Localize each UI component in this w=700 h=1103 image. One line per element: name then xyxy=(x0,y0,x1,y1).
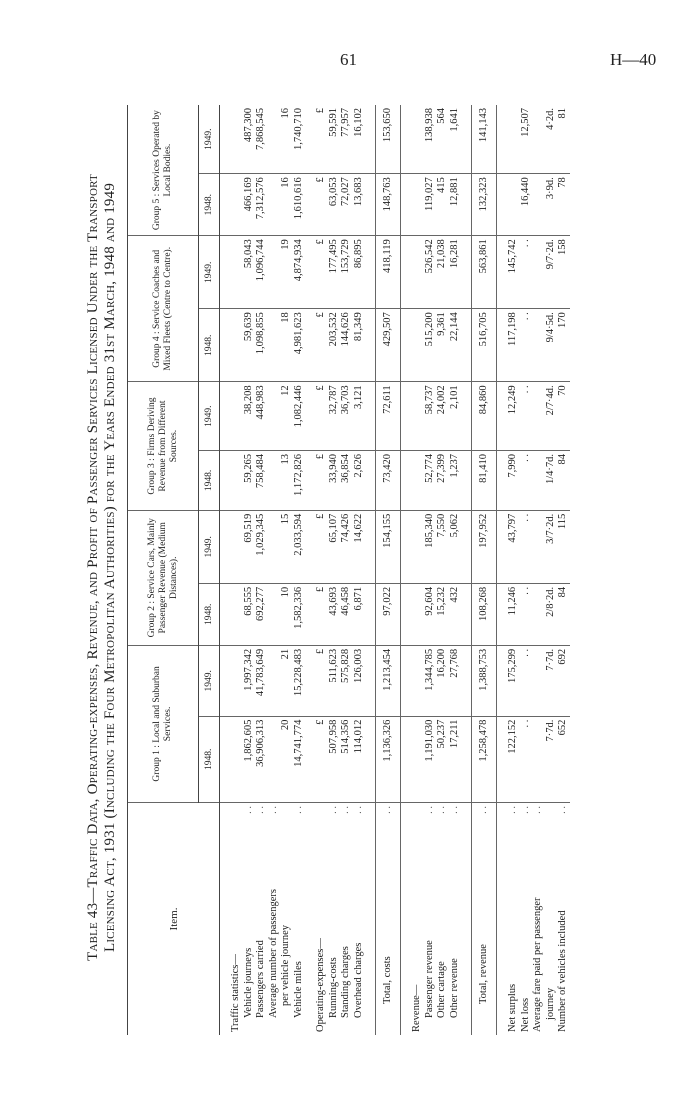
table-cell: 12 xyxy=(268,382,293,451)
table-cell: 1,740,710 xyxy=(293,105,306,174)
row-label-text: Total, revenue xyxy=(477,944,489,1004)
table-cell: 203,532 xyxy=(328,309,341,382)
table-cell: 12,881 xyxy=(449,174,462,236)
table-cell: 15 xyxy=(268,510,293,583)
table-cell: 7,312,576 xyxy=(255,174,268,236)
section-traffic-row xyxy=(230,105,243,1035)
rotated-table-block xyxy=(85,100,645,1035)
table-cell: 145,742 xyxy=(507,236,520,309)
table-row xyxy=(532,105,557,1035)
pound-sign: £ xyxy=(315,510,328,583)
table-cell: 16,102 xyxy=(353,105,366,174)
leader-dots: . . xyxy=(436,806,447,814)
leader-dots: . . xyxy=(557,806,568,814)
table-cell: 1,136,326 xyxy=(376,716,401,802)
leader-dots: . . xyxy=(255,806,266,814)
table-cell: 119,027 xyxy=(424,174,437,236)
table-cell: 59,591 xyxy=(328,105,341,174)
table-row xyxy=(268,105,293,1035)
table-cell: 1,191,030 xyxy=(424,716,437,802)
row-label xyxy=(340,803,353,1035)
pound-sign: £ xyxy=(315,382,328,451)
table-cell: 97,022 xyxy=(376,583,401,645)
leader-dots: . . xyxy=(242,806,254,814)
table-cell: 14,741,774 xyxy=(293,716,306,802)
table-cell: 72,027 xyxy=(340,174,353,236)
table-cell: 72,611 xyxy=(376,382,401,451)
table-cell: 43,693 xyxy=(328,583,341,645)
row-label xyxy=(376,803,401,1035)
table-cell: 16,440 xyxy=(520,174,533,236)
section-heading: Operating-expenses— xyxy=(315,938,326,1032)
leader-dots: . . xyxy=(507,806,518,814)
table-cell: 12,507 xyxy=(520,105,533,174)
year-header: 1948. xyxy=(199,309,220,382)
row-label xyxy=(557,803,570,1035)
table-cell: 18 xyxy=(268,309,293,382)
table-cell: 148,763 xyxy=(376,174,401,236)
row-label xyxy=(243,803,256,1035)
row-label-text: Standing charges xyxy=(340,946,351,1018)
table-cell: 65,107 xyxy=(328,510,341,583)
table-cell: 1,997,342 xyxy=(243,645,256,716)
row-label xyxy=(353,803,366,1035)
table-cell: 526,542 xyxy=(424,236,437,309)
table-cell: . . xyxy=(520,309,533,382)
table-cell: 3/7·2d. xyxy=(532,510,557,583)
table-cell: 9,361 xyxy=(436,309,449,382)
table-row xyxy=(243,105,256,1035)
table-cell: 20 xyxy=(268,716,293,802)
total-costs-row xyxy=(376,105,401,1035)
table-cell: 418,119 xyxy=(376,236,401,309)
table-cell: 36,906,313 xyxy=(255,716,268,802)
row-label-text: Number of vehicles included xyxy=(557,910,568,1032)
pound-sign: £ xyxy=(315,450,328,510)
table-cell: 1,098,855 xyxy=(255,309,268,382)
row-label xyxy=(472,803,497,1035)
table-cell: 5,062 xyxy=(449,510,462,583)
table-cell: 69,519 xyxy=(243,510,256,583)
leader-dots: . . xyxy=(352,806,364,814)
group-1-header: Group 1 : Local and Suburban Services. xyxy=(128,645,199,802)
group-3-header: Group 3 : Firms Deriving Revenue from Different Sources. xyxy=(128,382,199,510)
leader-dots: . . xyxy=(423,806,435,814)
table-cell: 175,299 xyxy=(507,645,520,716)
item-header: Item. xyxy=(128,803,220,1035)
row-label xyxy=(424,803,437,1035)
table-cell: 36,854 xyxy=(340,450,353,510)
pound-sign: £ xyxy=(315,309,328,382)
table-cell: 4,874,934 xyxy=(293,236,306,309)
row-label xyxy=(328,803,341,1035)
table-cell: 22,144 xyxy=(449,309,462,382)
table-cell: 17,211 xyxy=(449,716,462,802)
table-cell: 487,300 xyxy=(243,105,256,174)
year-header: 1949. xyxy=(199,236,220,309)
year-header: 1949. xyxy=(199,645,220,716)
table-cell: 21 xyxy=(268,645,293,716)
page-reference: H—40 xyxy=(610,50,657,69)
year-header: 1948. xyxy=(199,583,220,645)
row-label-text: Other cartage xyxy=(436,961,447,1018)
table-cell: 197,952 xyxy=(472,510,497,583)
table-cell: 9/7·2d. xyxy=(532,236,557,309)
table-cell: 158 xyxy=(557,236,570,309)
table-cell: 16 xyxy=(268,174,293,236)
table-cell: 1,610,616 xyxy=(293,174,306,236)
table-cell: 154,155 xyxy=(376,510,401,583)
table-cell: 2,101 xyxy=(449,382,462,451)
pound-sign: £ xyxy=(315,716,328,802)
table-cell: 24,002 xyxy=(436,382,449,451)
section-operating-row xyxy=(315,105,328,1035)
table-cell: 153,729 xyxy=(340,236,353,309)
table-cell: 7·7d. xyxy=(532,645,557,716)
table-cell: 575,828 xyxy=(340,645,353,716)
row-label-text: Average fare paid per passenger xyxy=(532,897,543,1032)
table-cell: 10 xyxy=(268,583,293,645)
table-cell: 2/8·2d. xyxy=(532,583,557,645)
row-label-text: Vehicle journeys xyxy=(242,947,254,1018)
table-cell: 429,507 xyxy=(376,309,401,382)
leader-dots: . . xyxy=(448,806,460,814)
table-cell: 16,200 xyxy=(436,645,449,716)
table-cell: 59,639 xyxy=(243,309,256,382)
table-cell: 1,344,785 xyxy=(424,645,437,716)
table-cell: 6,871 xyxy=(353,583,366,645)
table-cell: 3,121 xyxy=(353,382,366,451)
table-cell: 1,237 xyxy=(449,450,462,510)
row-label-text: Passenger revenue xyxy=(423,940,435,1018)
table-cell: 4,981,623 xyxy=(293,309,306,382)
table-cell: 138,938 xyxy=(424,105,437,174)
table-cell: 122,152 xyxy=(507,716,520,802)
total-revenue-row xyxy=(472,105,497,1035)
pound-sign: £ xyxy=(315,174,328,236)
row-label xyxy=(520,803,533,1035)
table-cell: 1,258,478 xyxy=(472,716,497,802)
pound-sign: £ xyxy=(315,583,328,645)
table-cell: 11,246 xyxy=(507,583,520,645)
table-row xyxy=(436,105,449,1035)
row-label xyxy=(268,803,293,1035)
table-cell: 27,768 xyxy=(449,645,462,716)
table-cell: 185,340 xyxy=(424,510,437,583)
table-cell: 33,940 xyxy=(328,450,341,510)
table-cell: 141,143 xyxy=(472,105,497,174)
table-cell: 114,012 xyxy=(353,716,366,802)
table-cell: 13,683 xyxy=(353,174,366,236)
table-cell: 27,399 xyxy=(436,450,449,510)
table-cell xyxy=(507,174,520,236)
table-cell: 153,650 xyxy=(376,105,401,174)
table-cell: 2/7·4d. xyxy=(532,382,557,451)
row-label-text: Running-costs xyxy=(327,957,339,1018)
row-label xyxy=(449,803,462,1035)
table-cell: . . xyxy=(520,716,533,802)
table-cell: 92,604 xyxy=(424,583,437,645)
year-header: 1949. xyxy=(199,105,220,174)
leader-dots: . . xyxy=(292,806,304,814)
section-revenue-row xyxy=(411,105,424,1035)
pound-sign: £ xyxy=(315,645,328,716)
table-cell: 50,237 xyxy=(436,716,449,802)
group-4-header: Group 4 : Service Coaches and Mixed Fleets (Centre to Centre). xyxy=(128,236,199,382)
table-cell: 652 xyxy=(557,716,570,802)
table-cell: . . xyxy=(520,645,533,716)
table-cell: 59,265 xyxy=(243,450,256,510)
row-label-text: Average number of passengers xyxy=(267,889,279,1018)
table-cell: 12,249 xyxy=(507,382,520,451)
table-row xyxy=(255,105,268,1035)
table-cell: 1,213,454 xyxy=(376,645,401,716)
table-cell: 38,208 xyxy=(243,382,256,451)
row-label xyxy=(255,803,268,1035)
table-cell: 507,958 xyxy=(328,716,341,802)
row-label xyxy=(532,803,557,1035)
page-number: 61 xyxy=(340,50,357,69)
section-heading: Traffic statistics— xyxy=(230,954,241,1032)
leader-dots: . . xyxy=(381,806,393,814)
table-cell: 58,043 xyxy=(243,236,256,309)
table-cell: 63,053 xyxy=(328,174,341,236)
table-cell: 52,774 xyxy=(424,450,437,510)
table-row xyxy=(449,105,462,1035)
year-header: 1949. xyxy=(199,510,220,583)
pound-sign: £ xyxy=(315,236,328,309)
table-cell: 1,641 xyxy=(449,105,462,174)
table-cell: 7·7d. xyxy=(532,716,557,802)
section-heading: Revenue— xyxy=(411,984,422,1032)
table-cell: 115 xyxy=(557,510,570,583)
group-header-row xyxy=(128,105,199,1035)
table-cell xyxy=(507,105,520,174)
table-cell: 19 xyxy=(268,236,293,309)
table-cell: 7,868,545 xyxy=(255,105,268,174)
row-label-text: Other revenue xyxy=(448,958,460,1018)
table-cell: . . xyxy=(520,510,533,583)
table-row xyxy=(507,105,520,1035)
table-cell: 177,495 xyxy=(328,236,341,309)
leader-dots: . . xyxy=(327,806,339,814)
row-label xyxy=(436,803,449,1035)
group-5-header: Group 5 : Services Operated by Local Bodies. xyxy=(128,105,199,236)
table-cell: 466,169 xyxy=(243,174,256,236)
table-cell: 1,029,345 xyxy=(255,510,268,583)
table-cell: 516,705 xyxy=(472,309,497,382)
table-row xyxy=(340,105,353,1035)
table-cell: 1,388,753 xyxy=(472,645,497,716)
table-cell: 7,990 xyxy=(507,450,520,510)
year-header: 1948. xyxy=(199,716,220,802)
table-cell: 58,737 xyxy=(424,382,437,451)
table-cell: 1,096,744 xyxy=(255,236,268,309)
table-cell: 15,228,483 xyxy=(293,645,306,716)
table-cell: 74,426 xyxy=(340,510,353,583)
table-cell: 81 xyxy=(557,105,570,174)
row-label-continuation: per vehicle journey xyxy=(280,924,291,1006)
table-cell: 68,555 xyxy=(243,583,256,645)
table-cell: 132,323 xyxy=(472,174,497,236)
leader-dots: . . xyxy=(519,806,531,814)
table-cell: 1,082,446 xyxy=(293,382,306,451)
leader-dots: . . xyxy=(340,806,351,814)
table-cell: 692,277 xyxy=(255,583,268,645)
table-row xyxy=(293,105,306,1035)
table-cell: 514,356 xyxy=(340,716,353,802)
table-cell: 415 xyxy=(436,174,449,236)
table-cell: 2,033,594 xyxy=(293,510,306,583)
table-cell: 41,783,649 xyxy=(255,645,268,716)
table-row xyxy=(353,105,366,1035)
table-cell: 692 xyxy=(557,645,570,716)
table-cell: 170 xyxy=(557,309,570,382)
table-cell: 7,550 xyxy=(436,510,449,583)
table-cell: 81,410 xyxy=(472,450,497,510)
table-cell: 432 xyxy=(449,583,462,645)
table-cell: 511,623 xyxy=(328,645,341,716)
row-label-text: Net surplus xyxy=(507,983,518,1032)
table-cell: 117,198 xyxy=(507,309,520,382)
leader-dots: . . xyxy=(477,806,489,814)
table-cell: 1,862,605 xyxy=(243,716,256,802)
group-2-header: Group 2 : Service Cars, Mainly Passenger Revenue (Medium Distances). xyxy=(128,510,199,645)
row-label xyxy=(507,803,520,1035)
table-cell: 126,003 xyxy=(353,645,366,716)
table-cell: 4·2d. xyxy=(532,105,557,174)
table-row xyxy=(328,105,341,1035)
row-label-text: Passengers carried xyxy=(255,940,266,1018)
table-row xyxy=(424,105,437,1035)
table-cell: 16 xyxy=(268,105,293,174)
table-row xyxy=(520,105,533,1035)
table-cell: 84 xyxy=(557,583,570,645)
table-cell: 515,200 xyxy=(424,309,437,382)
table-title-line-1: Table 43—Traffic Data, Operating-expenses, Revenue, and Profit of Passenger Services Licensed Under the Transport xyxy=(85,174,101,961)
table-cell: 1,172,826 xyxy=(293,450,306,510)
table-cell: 70 xyxy=(557,382,570,451)
leader-dots: . . xyxy=(267,806,279,814)
table-cell: 144,626 xyxy=(340,309,353,382)
table-cell: 77,957 xyxy=(340,105,353,174)
row-label-continuation: journey xyxy=(544,987,556,1020)
statistics-table xyxy=(127,105,570,1035)
table-cell: 84,860 xyxy=(472,382,497,451)
table-cell: . . xyxy=(520,236,533,309)
table-cell: 78 xyxy=(557,174,570,236)
leader-dots: . . xyxy=(532,806,543,814)
table-cell: 14,622 xyxy=(353,510,366,583)
row-label-text: Total, costs xyxy=(381,956,393,1004)
table-cell: 81,349 xyxy=(353,309,366,382)
table-cell: 1,582,336 xyxy=(293,583,306,645)
row-label-text: Vehicle miles xyxy=(292,961,304,1018)
year-header: 1948. xyxy=(199,450,220,510)
table-cell: 73,420 xyxy=(376,450,401,510)
table-cell: 564 xyxy=(436,105,449,174)
pound-sign: £ xyxy=(315,105,328,174)
table-cell: 21,038 xyxy=(436,236,449,309)
table-cell: 32,787 xyxy=(328,382,341,451)
table-cell: 13 xyxy=(268,450,293,510)
table-cell: 563,861 xyxy=(472,236,497,309)
table-cell: 15,232 xyxy=(436,583,449,645)
table-cell: 43,797 xyxy=(507,510,520,583)
table-title xyxy=(85,100,119,1035)
table-cell: 108,268 xyxy=(472,583,497,645)
table-cell: 46,458 xyxy=(340,583,353,645)
row-label xyxy=(293,803,306,1035)
row-label-text: Overhead charges xyxy=(352,942,364,1018)
table-cell: . . xyxy=(520,382,533,451)
table-cell: . . xyxy=(520,450,533,510)
table-cell: 758,484 xyxy=(255,450,268,510)
year-header: 1949. xyxy=(199,382,220,451)
table-cell: 3·9d. xyxy=(532,174,557,236)
table-row xyxy=(557,105,570,1035)
table-cell: 2,626 xyxy=(353,450,366,510)
table-cell: 9/4·5d. xyxy=(532,309,557,382)
table-cell: 86,895 xyxy=(353,236,366,309)
table-cell: 448,983 xyxy=(255,382,268,451)
row-label-text: Net loss xyxy=(519,997,531,1032)
table-cell: 36,703 xyxy=(340,382,353,451)
table-cell: 16,281 xyxy=(449,236,462,309)
table-cell: . . xyxy=(520,583,533,645)
table-title-line-2: Licensing Act, 1931 (Including the Four Metropolitan Authorities) for the Years Ended 31st March, 1948 and 1949 xyxy=(102,182,118,953)
table-cell: 1/4·7d. xyxy=(532,450,557,510)
year-header: 1948. xyxy=(199,174,220,236)
table-cell: 84 xyxy=(557,450,570,510)
